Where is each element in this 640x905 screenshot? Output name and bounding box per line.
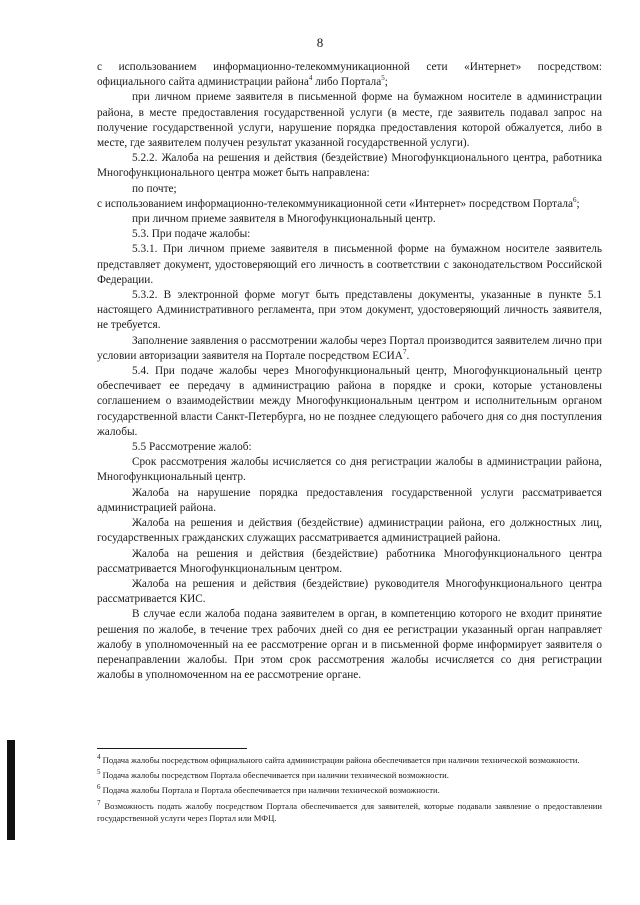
footnote-ref: 5: [381, 74, 385, 83]
paragraph: Жалоба на решения и действия (бездействие) администрации района, его должностных лиц, государственных гражданских служащих рассматривается администрацией района.: [97, 517, 602, 545]
paragraph: при личном приеме заявителя в Многофункциональный центр.: [132, 213, 436, 226]
paragraph: по почте;: [132, 182, 177, 195]
paragraph: с использованием информационно-телекоммуникационной сети «Интернет» посредством: официального сайта администрации района$^4$ либо Портала$^5$;: [97, 61, 602, 89]
body-text: [97, 60, 602, 683]
paragraph: 5.3. При подаче жалобы:: [132, 228, 251, 241]
paragraph: В случае если жалоба подана заявителем в орган, в компетенцию которого не входит принятие решения по жалобе, в течение трех рабочих дней со дня ее регистрации указанный орган направляет жалобу в уполномоченный на ее рассмотрение орган и в письменной форме информирует заявителя о перенаправлении жалобы. При этом срок рассмотрения жалобы исчисляется со дня регистрации жалобы в уполномоченном на ее рассмотрение органе.: [97, 608, 602, 682]
paragraph: при личном приеме заявителя в письменной форме на бумажном носителе в администрации района, в месте предоставления государственной услуги (в месте, где заявитель подавал запрос на получение государственной услуги, нарушение порядка предоставления которой обжалуется, либо в месте, где заявителем получен результат указанной государственной услуги).: [97, 91, 602, 150]
paragraph: 5.4. При подаче жалобы через Многофункциональный центр, Многофункциональный центр обеспечивает ее передачу в администрацию района в порядке и сроки, которые установлены соглашением о взаимодействии между Многофункциональным центром и исполнительным органом государственной власти Санкт-Петербурга, но не позднее следующего рабочего дня со дня поступления жалобы.: [97, 365, 602, 438]
footnote-number: 4: [97, 753, 101, 762]
page-number: 8: [316, 35, 324, 50]
paragraph: 5.3.2. В электронной форме могут быть представлены документы, указанные в пункте 5.1 настоящего Административного регламента, при этом документ, удостоверяющий личность заявителя, не требуется.: [97, 289, 602, 332]
paragraph: с использованием информационно-телекоммуникационной сети «Интернет» посредством Портала$^6$;: [97, 196, 580, 210]
footnote: $^7$ Возможность подать жалобу посредством Портала обеспечивается для заявителей, которые подавали заявление о предоставлении государственной услуги через Портал или МФЦ.: [97, 798, 602, 823]
scan-margin-strip: [7, 740, 15, 840]
footnote: $^6$ Подача жалобы Портала и Портала обеспечивается при наличии технической возможности.: [97, 783, 440, 796]
footnote-number: 7: [97, 798, 101, 807]
paragraph: Жалоба на решения и действия (бездействие) работника Многофункционального центра рассматривается Многофункциональным центром.: [97, 547, 602, 575]
footnote: $^5$ Подача жалобы посредством Портала обеспечивается при наличии технической возможности.: [97, 768, 449, 781]
paragraph: 5.2.2. Жалоба на решения и действия (бездействие) Многофункционального центра, работника Многофункционального центра может быть направлена:: [97, 152, 602, 180]
footnote-number: 6: [97, 783, 101, 792]
paragraph: Жалоба на решения и действия (бездействие) руководителя Многофункционального центра рассматривается КИС.: [97, 577, 602, 606]
footnote-number: 5: [97, 768, 101, 777]
paragraph: Срок рассмотрения жалобы исчисляется со дня регистрации жалобы в администрации района, Многофункциональный центр.: [97, 456, 602, 484]
paragraph: Заполнение заявления о рассмотрении жалобы через Портал производится заявителем лично при условии авторизации заявителя на Портале посредством ЕСИА$^7$.: [97, 334, 602, 362]
footnote: $^4$ Подача жалобы посредством официального сайта администрации района обеспечивается при наличии технической возможности.: [97, 753, 580, 765]
paragraph: Жалоба на нарушение порядка предоставления государственной услуги рассматривается администрацией района.: [97, 486, 602, 514]
footnotes: [97, 754, 602, 827]
footnote-ref: 7: [402, 348, 407, 357]
footnote-ref: 6: [573, 196, 577, 205]
footnote-divider: [97, 748, 247, 749]
footnote-ref: 4: [308, 74, 313, 83]
paragraph: 5.5 Рассмотрение жалоб:: [132, 441, 252, 454]
paragraph: 5.3.1. При личном приеме заявителя в письменной форме на бумажном носителе заявитель представляет документ, удостоверяющий его личность в соответствии с законодательством Российской Федерации.: [97, 243, 602, 286]
